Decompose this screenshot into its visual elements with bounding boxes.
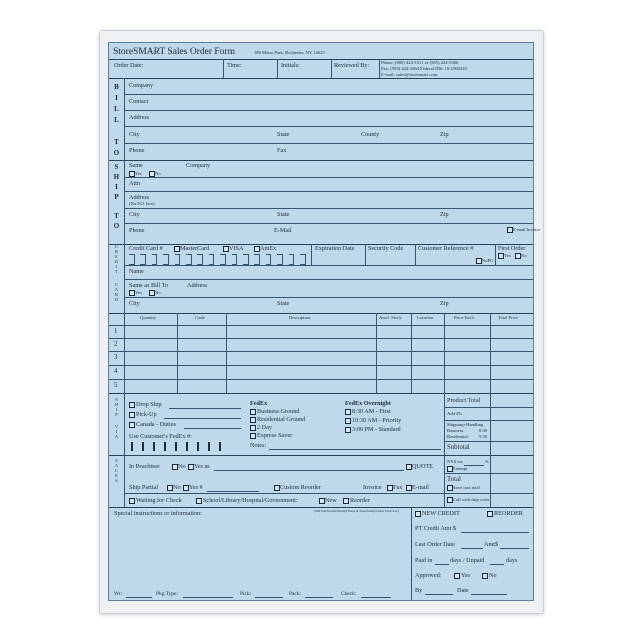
- fedex-digit-tick: [153, 442, 155, 451]
- add-percent-label: Add 4%: [447, 411, 463, 416]
- bill-address-label[interactable]: Address: [129, 114, 150, 121]
- residential-ground-checkbox[interactable]: [250, 417, 256, 423]
- nys-tax-label: NYS tax: [447, 459, 463, 464]
- fedex-digit-tick: [219, 442, 221, 451]
- col-total-price: Total Price: [498, 315, 518, 320]
- contact-phone: Phone: (800) 424-1011 or (585) 424-5300: [381, 60, 459, 65]
- card-digit-box[interactable]: [277, 254, 283, 265]
- customer-reference-label[interactable]: Customer Reference #: [418, 245, 474, 252]
- card-digit-box[interactable]: [266, 254, 272, 265]
- ship-phone-label[interactable]: Phone: [129, 227, 145, 234]
- shipping-handling-label: Shipping+Handling: [447, 422, 484, 427]
- product-total-label: Product Total: [447, 397, 481, 404]
- last-order-label[interactable]: Last Order Date: [415, 541, 455, 548]
- approved-label: Approved:: [415, 572, 442, 579]
- ship-zip-label[interactable]: Zip: [440, 211, 449, 218]
- bill-phone-label[interactable]: Phone: [129, 147, 145, 154]
- company-address: 180 Metro Park, Rochester, NY 14623: [254, 50, 325, 55]
- col-price-each: Price Each: [454, 315, 474, 320]
- card-digit-box[interactable]: [175, 254, 181, 265]
- paid-in-label[interactable]: Paid in: [415, 557, 433, 564]
- card-digit-box[interactable]: [289, 254, 295, 265]
- bill-fax-label[interactable]: Fax: [277, 147, 287, 154]
- same-as-bill-label: Same as Bill To: [129, 282, 169, 289]
- card-digit-box[interactable]: [254, 254, 260, 265]
- order-date-label[interactable]: Order Date:: [114, 62, 144, 69]
- ship-partial-label: Ship Partial: [129, 484, 159, 491]
- ship-email-label[interactable]: E-Mail: [274, 227, 292, 234]
- fedex-overnight-heading: FedEx Overnight: [345, 400, 391, 407]
- priority-overnight-checkbox[interactable]: [345, 418, 351, 424]
- reorder-checkbox[interactable]: [487, 511, 493, 517]
- time-label[interactable]: Time:: [227, 62, 242, 69]
- item-row-5[interactable]: 5: [114, 382, 118, 389]
- card-address-label[interactable]: Address: [187, 282, 208, 289]
- card-state-label[interactable]: State: [277, 300, 290, 307]
- card-digit-box[interactable]: [186, 254, 192, 265]
- card-digit-box[interactable]: [129, 254, 135, 265]
- two-day-checkbox[interactable]: [250, 425, 256, 431]
- fedex-digit-tick: [142, 442, 144, 451]
- col-code: Code: [195, 315, 205, 320]
- ship-attn-label[interactable]: Attn: [129, 180, 141, 187]
- invoice-label: Invoice: [363, 484, 382, 491]
- ship-same-label: Same: [129, 162, 143, 169]
- pick-up-checkbox[interactable]: [129, 412, 135, 418]
- pack-label[interactable]: Pack:: [289, 591, 301, 597]
- express-saver-checkbox[interactable]: [250, 433, 256, 439]
- card-digit-box[interactable]: [163, 254, 169, 265]
- approved-yes-checkbox[interactable]: [454, 573, 460, 579]
- security-code-label[interactable]: Security Code: [368, 245, 404, 252]
- card-number-label[interactable]: Credit Card #: [129, 245, 163, 252]
- card-digit-box[interactable]: [243, 254, 249, 265]
- fedex-digit-tick: [186, 442, 188, 451]
- approved-no-checkbox[interactable]: [482, 573, 488, 579]
- card-digit-box[interactable]: [300, 254, 306, 265]
- item-row-1[interactable]: 1: [114, 328, 118, 335]
- fedex-digit-tick: [131, 442, 133, 451]
- item-row-2[interactable]: 2: [114, 341, 118, 348]
- card-name-label[interactable]: Name: [129, 268, 144, 275]
- item-row-3[interactable]: 3: [114, 354, 118, 361]
- total-label: Total: [447, 476, 461, 483]
- residential-rate: 9.50: [479, 434, 488, 439]
- pkg-type-label[interactable]: Pkg Type:: [156, 591, 178, 597]
- bill-city-label[interactable]: City: [129, 131, 140, 138]
- first-order-label: First Order: [498, 245, 526, 252]
- sales-order-form: StoreSMART Sales Order Form 180 Metro Park, Rochester, NY 14623 Order Date: Time: Initials: Reviewed By: Phone: (800) 424-1011 or (585) 424-5300 Fax: (585) 424-1064 Federal ID#: 16-1060540 E-mail: sales@storesmart.com B I L L T O Company Contact Address City State County Zip Phone Fax S H I P T O Same Company Yes No Attn Address (No P.O. box) City State Zip Phone E-Mail E-mail Invoice C R E D I T C A R D Credit Card # MasterCard VISA AmEx Expiration Date Security Code Customer Reference # NoPO First Order Yes No Name Same as Bill To Address Yes No City State Zip Quantity Code Description Avail. Stock Location Price Each Total Price 1 2 3 4 5 S H I P V I A Drop Ship Pick-Up Canada - Duties Use Customer's FedEx #: FedEx Business Ground Residential Ground 2 Day Express Saver Notes: FedEx Overnight 8:30 AM - First 10:30 AM - Priority 3:00 PM - Standard Product Total Add 4% Shipping+Handling Business: 8.00 Residential: 9.50 Subtotal S A L E S In Peachtree No Yes as QUOTE Ship Partial No Yes # Custom Reorder Invoice Fax E-mail Waiting for Check School/Library/Hospital/Government: New Reorder NYS tax % Exempt Total Save cust total Call with ship costs Special instructions or information: (SOForm/bottom/Stndrd)/Tkeep & Smartform(O.Sales Form.wsx) NEW CREDIT REORDER PT Credit Amt $ Last Order Date Amt$ Paid in days / Unpaid days Approved: Yes No By Date Wt: Pkg Type: Pick: Pack: Check:: [108, 42, 534, 601]
- fedex-digit-tick: [208, 442, 210, 451]
- reviewed-by-label[interactable]: Reviewed By:: [334, 62, 370, 69]
- school-reorder-checkbox[interactable]: [343, 498, 349, 504]
- by-label[interactable]: By: [415, 587, 423, 594]
- expiration-label[interactable]: Expiration Date: [315, 245, 355, 252]
- contact-email: E-mail: sales@storesmart.com: [381, 72, 438, 77]
- notes-label[interactable]: Notes:: [250, 442, 267, 449]
- email-invoice-label: E-mail Invoice: [513, 226, 541, 232]
- pt-credit-label[interactable]: PT Credit Amt $: [415, 525, 456, 532]
- card-digit-box[interactable]: [220, 254, 226, 265]
- fedex-digit-tick: [197, 442, 199, 451]
- card-digit-box[interactable]: [232, 254, 238, 265]
- in-peachtree-label: In Peachtree: [129, 463, 160, 470]
- check-label[interactable]: Check:: [341, 591, 357, 597]
- no-po-box-note: (No P.O. box): [129, 201, 155, 206]
- business-rate: 8.00: [479, 428, 488, 433]
- waiting-for-check-checkbox[interactable]: [129, 498, 135, 504]
- bill-company-label[interactable]: Company: [129, 82, 154, 89]
- canada-duties-checkbox[interactable]: [129, 422, 135, 428]
- card-digit-box[interactable]: [209, 254, 215, 265]
- col-avail-stock: Avail. Stock: [379, 315, 402, 320]
- weight-label[interactable]: Wt:: [114, 591, 123, 597]
- school-library-checkbox[interactable]: [196, 498, 202, 504]
- new-credit-checkbox[interactable]: [415, 511, 421, 517]
- customer-fedex-label[interactable]: Use Customer's FedEx #:: [129, 433, 192, 440]
- special-instructions-label[interactable]: Special instructions or information:: [114, 510, 202, 517]
- contact-fax: Fax: (585) 424-1064 Federal ID#: 16-1060540: [381, 66, 467, 71]
- pick-label[interactable]: Pick:: [240, 591, 252, 597]
- initials-label[interactable]: Initials:: [281, 62, 300, 69]
- form-file-note: (SOForm/bottom/Stndrd)/Tkeep & Smartform(O.Sales Form.wsx): [314, 509, 399, 513]
- col-description: Description: [289, 315, 311, 320]
- card-digit-box[interactable]: [152, 254, 158, 265]
- card-digit-box[interactable]: [140, 254, 146, 265]
- first-overnight-checkbox[interactable]: [345, 409, 351, 415]
- ship-state-label[interactable]: State: [277, 211, 290, 218]
- fedex-digit-tick: [175, 442, 177, 451]
- bill-zip-label[interactable]: Zip: [440, 131, 449, 138]
- standard-overnight-checkbox[interactable]: [345, 427, 351, 433]
- bill-state-label[interactable]: State: [277, 131, 290, 138]
- subtotal-label: Subtotal: [447, 444, 470, 451]
- card-digit-box[interactable]: [197, 254, 203, 265]
- bill-contact-label[interactable]: Contact: [129, 98, 149, 105]
- card-city-label[interactable]: City: [129, 300, 140, 307]
- date-label[interactable]: Date: [457, 587, 469, 594]
- business-ground-checkbox[interactable]: [250, 409, 256, 415]
- fedex-digit-tick: [164, 442, 166, 451]
- ship-company-label[interactable]: Company: [186, 162, 211, 169]
- ship-city-label[interactable]: City: [129, 211, 140, 218]
- bill-county-label[interactable]: County: [361, 131, 380, 138]
- ship-address-label[interactable]: Address: [129, 194, 150, 201]
- item-row-4[interactable]: 4: [114, 368, 118, 375]
- card-zip-label[interactable]: Zip: [440, 300, 449, 307]
- col-location: Location: [417, 315, 434, 320]
- drop-ship-checkbox[interactable]: [129, 402, 135, 408]
- col-quantity: Quantity: [140, 315, 157, 320]
- fedex-heading: FedEx: [250, 400, 268, 407]
- form-title: StoreSMART Sales Order Form: [113, 47, 235, 57]
